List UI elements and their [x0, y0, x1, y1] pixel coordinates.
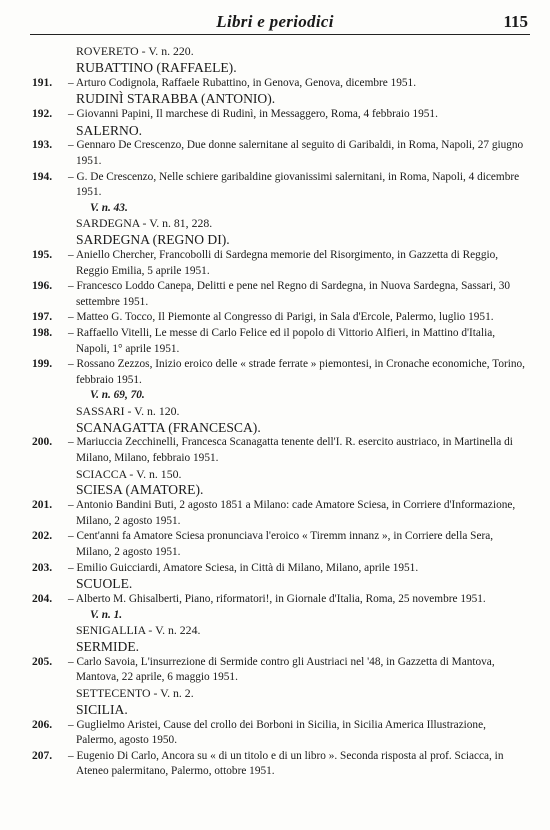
bibliography-entry	[0, 592, 550, 623]
entry-number: 197.	[32, 311, 53, 324]
entry-text: – Aniello Chercher, Francobolli di Sardegna memorie del Risorgimento, in Gazzetta di Reggio, Reggio Emilia, 5 aprile 1951.	[68, 248, 499, 277]
entry-number: 202.	[32, 530, 53, 543]
entry-number: 203.	[32, 561, 53, 574]
entry-text: – Matteo G. Tocco, Il Piemonte al Congresso di Parigi, in Sala d'Ercole, Palermo, luglio 1951.	[68, 311, 494, 324]
entry-text: – Antonio Bandini Buti, 2 agosto 1851 a Milano: cade Amatore Sciesa, in Corriere d'Informazione, Milano, 2 agosto 1951.	[68, 499, 516, 527]
page-number: 115	[503, 12, 528, 31]
entry-text: – Carlo Savoia, L'insurrezione di Sermide contro gli Austriaci nel '48, in Gazzetta di Mantova, Mantova, 22 aprile, 6 maggio 1951.	[68, 655, 495, 684]
entry-text: – Alberto M. Ghisalberti, Piano, riformatori!, in Giornale d'Italia, Roma, 25 novembre 1951.	[68, 593, 486, 606]
bibliography-entry	[0, 749, 550, 780]
entry-text: – Giovanni Papini, Il marchese di Rudinì, in Messaggero, Roma, 4 febbraio 1951.	[68, 107, 438, 120]
entry-text: – Cent'anni fa Amatore Sciesa pronunciava l'eroico « Tiremm innanz », in Corriere della Sera, Milano, 2 agosto 1951.	[68, 530, 494, 559]
bibliography-entry	[0, 107, 550, 123]
cross-reference: V. n. 69, 70.	[90, 389, 145, 402]
subject-heading: SALERNO.	[76, 122, 143, 138]
entry-number: 198.	[32, 326, 53, 339]
entry-text: – Rossano Zezzos, Inizio eroico delle « strade ferrate » piemontesi, in Cronache economiche, Torino, febbraio 1951.	[68, 358, 525, 386]
subject-heading: SARDEGNA (REGNO DI).	[76, 232, 230, 248]
entry-text: – Emilio Guicciardi, Amatore Sciesa, in Città di Milano, Milano, aprile 1951.	[68, 561, 419, 574]
entry-number: 205.	[32, 655, 53, 668]
entry-text: – Eugenio Di Carlo, Ancora su « di un titolo e di un libro ». Seconda risposta al prof. Sciacca, in Ateneo palermitano, Palermo, ottobre 1951.	[68, 749, 504, 778]
entry-text: – Guglielmo Aristei, Cause del crollo dei Borboni in Sicilia, in Sicilia America Illustrazione, Palermo, agosto 1950.	[68, 718, 486, 747]
entry-text: – Arturo Codignola, Raffaele Rubattino, in Genova, Genova, dicembre 1951.	[68, 76, 417, 89]
entry-number: 200.	[32, 436, 53, 449]
subject-heading: SCIESA (AMATORE).	[76, 482, 204, 498]
bibliography-entry	[0, 435, 550, 466]
entry-number: 191.	[32, 76, 53, 89]
entry-text: – Gennaro De Crescenzo, Due donne salernitane al seguito di Garibaldi, in Roma, Napoli, 27 giugno 1951.	[68, 139, 524, 167]
entry-number: 193.	[32, 139, 53, 152]
entry-text: – Raffaello Vitelli, Le messe di Carlo Felice ed il popolo di Vittorio Alfieri, in Mattino d'Italia, Napoli, 1° aprile 1951.	[68, 326, 496, 355]
entry-number: 195.	[32, 248, 53, 261]
entry-number: 206.	[32, 718, 53, 731]
bibliography-list	[0, 44, 550, 780]
bibliography-entry	[0, 279, 550, 310]
cross-reference: V. n. 43.	[90, 201, 128, 214]
entry-number: 201.	[32, 499, 53, 512]
entry-number: 204.	[32, 593, 53, 606]
see-reference: SARDEGNA - V. n. 81, 228.	[76, 216, 213, 231]
bibliography-entry	[0, 529, 550, 560]
header-rule	[30, 34, 530, 35]
bibliography-entry	[0, 170, 550, 217]
entry-number: 199.	[32, 358, 53, 371]
bibliography-entry	[0, 357, 550, 404]
page-header	[0, 6, 550, 34]
bibliography-entry	[0, 655, 550, 686]
subject-heading: RUDINÌ STARABBA (ANTONIO).	[76, 91, 276, 107]
see-reference: ROVERETO - V. n. 220.	[76, 44, 194, 58]
see-reference: SCIACCA - V. n. 150.	[76, 466, 182, 481]
entry-text: – Mariuccia Zecchinelli, Francesca Scanagatta tenente dell'I. R. esercito austriaco, in Martinella di Milano, Milano, febbraio 1951.	[68, 436, 513, 465]
see-reference: SENIGALLIA - V. n. 224.	[76, 623, 201, 638]
see-reference: SASSARI - V. n. 120.	[76, 403, 180, 418]
entry-number: 196.	[32, 280, 53, 293]
bibliography-entry	[0, 718, 550, 749]
entry-text: – Francesco Loddo Canepa, Delitti e pene nel Regno di Sardegna, in Nuova Sardegna, Sassari, 30 settembre 1951.	[68, 280, 511, 308]
entry-number: 192.	[32, 107, 53, 120]
entry-text: – G. De Crescenzo, Nelle schiere garibaldine giovanissimi salernitani, in Roma, Napoli, 4 dicembre 1951.	[68, 170, 520, 199]
bibliography-entry	[0, 498, 550, 529]
subject-heading: RUBATTINO (RAFFAELE).	[76, 59, 237, 75]
see-reference: SETTECENTO - V. n. 2.	[76, 685, 194, 700]
entry-number: 207.	[32, 749, 53, 762]
entry-number: 194.	[32, 170, 53, 183]
bibliography-entry	[0, 248, 550, 279]
running-title: Libri e periodici	[216, 12, 334, 31]
bibliography-entry	[0, 138, 550, 169]
bibliography-entry	[0, 76, 550, 92]
subject-heading: SERMIDE.	[76, 639, 140, 654]
cross-reference: V. n. 1.	[90, 608, 123, 621]
subject-heading: SCUOLE.	[76, 576, 133, 592]
bibliography-entry	[0, 561, 550, 577]
subject-heading: SCANAGATTA (FRANCESCA).	[76, 419, 261, 435]
bibliography-entry	[0, 310, 550, 326]
subject-heading: SICILIA.	[76, 701, 128, 717]
bibliography-entry	[0, 326, 550, 357]
